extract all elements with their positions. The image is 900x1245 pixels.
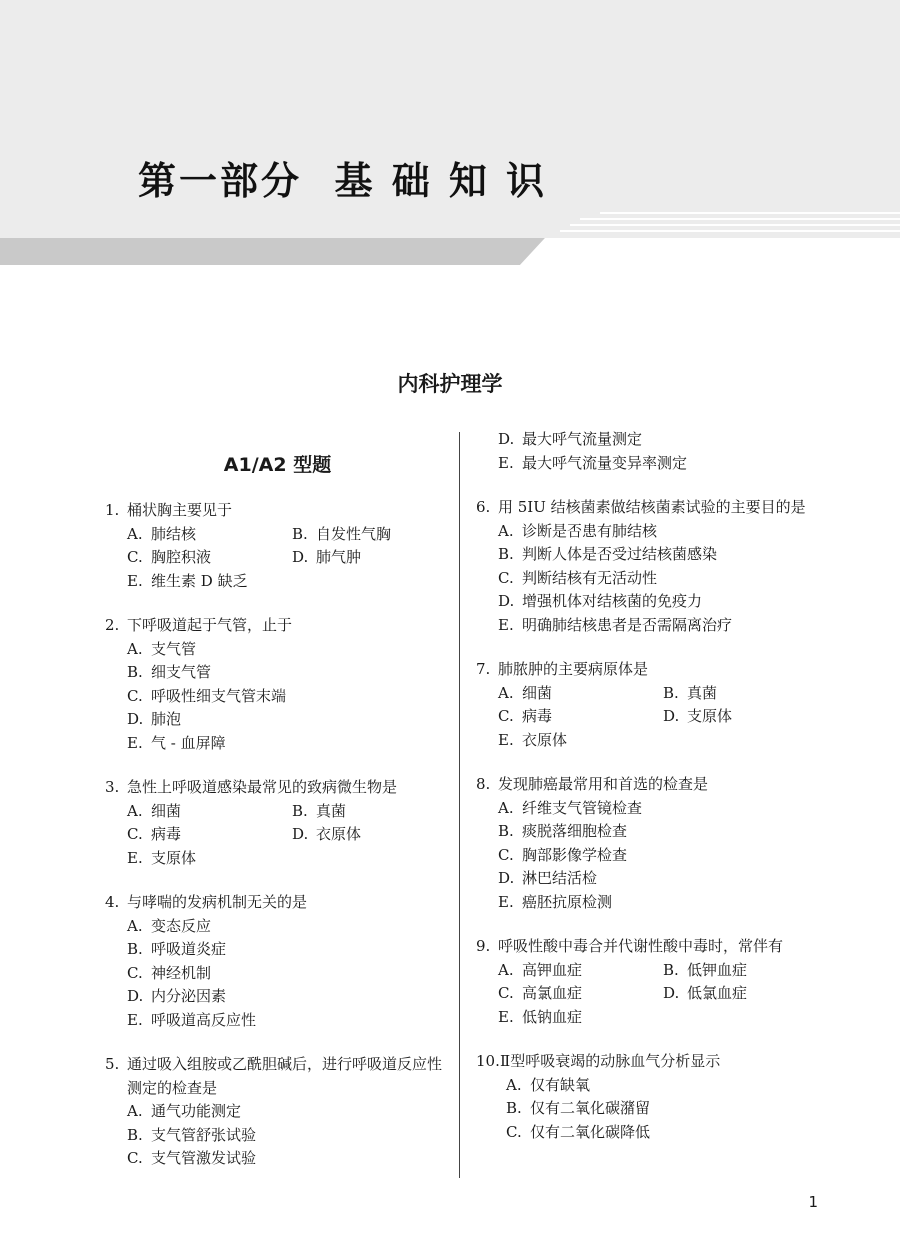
option-text: 衣原体 (316, 825, 362, 843)
option-letter: D. (498, 592, 515, 610)
answer-option (498, 614, 821, 638)
option-text: 支气管舒张试验 (151, 1125, 257, 1144)
option-list (476, 682, 821, 753)
option-text: 淋巴结活检 (522, 869, 598, 887)
option-letter: C. (506, 1122, 522, 1141)
option-letter: C. (127, 686, 143, 705)
question-item (105, 1053, 450, 1171)
question-number: 1. (105, 501, 120, 519)
question-text: 肺脓肿的主要病原体是 (498, 660, 649, 678)
option-letter: A. (498, 683, 514, 702)
option-letter: B. (127, 1125, 143, 1144)
option-letter: C. (498, 707, 514, 725)
option-letter: D. (498, 430, 515, 448)
answer-option (498, 867, 821, 891)
option-text: 纤维支气管镜检查 (522, 798, 643, 817)
question-item (476, 935, 821, 1029)
answer-option (292, 823, 457, 847)
option-text: 最大呼气流量变异率测定 (522, 453, 688, 472)
option-text: 支原体 (687, 707, 733, 725)
option-list (105, 915, 450, 1033)
right-question-list (476, 496, 821, 1144)
option-letter: B. (292, 801, 308, 820)
option-letter: E. (127, 571, 143, 590)
option-text: 增强机体对结核菌的免疫力 (522, 592, 703, 610)
option-letter: B. (127, 663, 143, 681)
question-number: 8. (476, 775, 491, 793)
option-text: 明确肺结核患者是否需隔离治疗 (522, 615, 733, 634)
option-letter: A. (127, 1102, 143, 1120)
answer-option (498, 428, 821, 452)
question-number: 4. (105, 893, 120, 911)
answer-option (498, 567, 821, 591)
option-letter: E. (498, 453, 514, 472)
answer-option (663, 982, 828, 1006)
option-letter: E. (127, 848, 143, 867)
question-text: 呼吸性酸中毒合并代谢性酸中毒时，常伴有 (498, 937, 784, 955)
answer-option (498, 959, 663, 983)
answer-option (292, 546, 457, 570)
question-stem (105, 614, 450, 638)
option-text: 低氯血症 (687, 984, 748, 1002)
answer-option (127, 823, 292, 847)
option-letter: E. (127, 733, 143, 752)
option-text: 胸腔积液 (151, 548, 212, 566)
answer-option (498, 543, 821, 567)
question-item (105, 614, 450, 755)
answer-option (127, 800, 292, 824)
answer-option (498, 891, 821, 915)
option-text: 呼吸性细支气管末端 (151, 686, 287, 705)
question-item (476, 773, 821, 914)
question-text: Ⅱ型呼吸衰竭的动脉血气分析显示 (500, 1052, 721, 1070)
option-text: 判断结核有无活动性 (522, 568, 658, 587)
answer-option (127, 1124, 450, 1148)
option-letter: D. (663, 707, 680, 725)
option-text: 真菌 (687, 683, 718, 702)
option-text: 病毒 (151, 825, 182, 843)
option-letter: A. (498, 960, 514, 979)
answer-option (663, 959, 828, 983)
option-letter: B. (292, 524, 308, 543)
option-text: 痰脱落细胞检查 (522, 822, 628, 840)
option-text: 最大呼气流量测定 (522, 430, 643, 448)
question-text: 下呼吸道起于气管，止于 (127, 616, 293, 634)
option-letter: A. (498, 521, 514, 540)
option-text: 呼吸道炎症 (151, 940, 227, 958)
banner-bottom-strip (0, 238, 900, 265)
option-text: 细菌 (151, 801, 182, 820)
answer-option (127, 962, 450, 986)
question-stem (105, 1053, 450, 1100)
option-letter: B. (663, 683, 679, 702)
option-text: 诊断是否患有肺结核 (522, 521, 658, 540)
answer-option (498, 982, 663, 1006)
answer-option (127, 708, 450, 732)
option-list (476, 1074, 821, 1145)
answer-option (498, 705, 663, 729)
option-text: 肺结核 (151, 524, 197, 543)
option-letter: E. (498, 730, 514, 749)
answer-option (292, 523, 457, 547)
option-letter: B. (663, 960, 679, 979)
column-divider (459, 432, 460, 1178)
question-stem (476, 773, 821, 797)
answer-option (127, 1009, 450, 1033)
option-letter: A. (127, 916, 143, 935)
question-number: 3. (105, 778, 120, 796)
question-item (105, 776, 450, 870)
answer-option (498, 590, 821, 614)
option-text: 癌胚抗原检测 (522, 892, 613, 911)
answer-option (127, 546, 292, 570)
option-text: 低钾血症 (687, 960, 748, 979)
answer-option (127, 1100, 450, 1124)
option-text: 变态反应 (151, 916, 212, 935)
question-stem (105, 776, 450, 800)
option-list (105, 523, 450, 594)
option-letter: D. (292, 825, 309, 843)
answer-option (498, 1006, 663, 1030)
decorative-stripes (560, 210, 900, 236)
option-letter: D. (663, 984, 680, 1002)
option-text: 细菌 (522, 683, 553, 702)
option-letter: D. (292, 548, 309, 566)
answer-option (498, 452, 821, 476)
option-list (476, 520, 821, 638)
option-text: 呼吸道高反应性 (151, 1010, 257, 1029)
answer-option (498, 820, 821, 844)
question-stem (476, 496, 821, 520)
option-list (105, 1100, 450, 1171)
option-letter: C. (498, 845, 514, 864)
answer-option (127, 685, 450, 709)
option-text: 真菌 (316, 801, 347, 820)
answer-option (498, 520, 821, 544)
question-item (476, 658, 821, 752)
part-title: 第一部分 基 础 知 识 (138, 159, 548, 203)
option-text: 病毒 (522, 707, 553, 725)
question-number: 6. (476, 498, 491, 516)
option-text: 高钾血症 (522, 960, 583, 979)
answer-option (127, 1147, 450, 1171)
answer-option (127, 638, 450, 662)
option-letter: A. (127, 639, 143, 658)
option-letter: D. (127, 987, 144, 1005)
answer-option (498, 797, 821, 821)
question-number: 7. (476, 660, 491, 678)
question-item (476, 1050, 821, 1144)
question-number: 9. (476, 937, 491, 955)
option-text: 通气功能测定 (151, 1102, 242, 1120)
option-text: 神经机制 (151, 963, 212, 982)
answer-option (498, 844, 821, 868)
answer-option (127, 570, 292, 594)
option-letter: A. (127, 524, 143, 543)
option-text: 胸部影像学检查 (522, 845, 628, 864)
option-text: 内分泌因素 (151, 987, 227, 1005)
answer-option (127, 847, 292, 871)
option-text: 支气管 (151, 639, 197, 658)
option-letter: E. (127, 1010, 143, 1029)
option-text: 衣原体 (522, 730, 568, 749)
left-column (105, 450, 450, 1192)
answer-option (506, 1074, 821, 1098)
option-text: 自发性气胸 (316, 524, 392, 543)
option-text: 支原体 (151, 848, 197, 867)
option-letter: A. (498, 798, 514, 817)
answer-option (127, 661, 450, 685)
question-text: 发现肺癌最常用和首选的检查是 (498, 775, 709, 793)
option-letter: C. (127, 825, 143, 843)
option-text: 肺泡 (151, 710, 182, 728)
option-letter: E. (498, 892, 514, 911)
option-letter: E. (498, 615, 514, 634)
option-list (476, 959, 821, 1030)
option-text: 气 - 血屏障 (151, 733, 226, 752)
question-stem (105, 499, 450, 523)
question-item (476, 496, 821, 637)
question-text: 通过吸入组胺或乙酰胆碱后，进行呼吸道反应性测定的检查是 (127, 1055, 443, 1097)
option-list (105, 638, 450, 756)
option-text: 仅有二氧化碳潴留 (530, 1099, 651, 1117)
question-stem (476, 1050, 821, 1074)
question-number: 5. (105, 1055, 120, 1073)
option-list (476, 797, 821, 915)
option-letter: C. (127, 1149, 143, 1167)
option-letter: B. (498, 545, 514, 563)
question-number: 10. (476, 1052, 500, 1070)
page-number: 1 (808, 1193, 818, 1211)
answer-option (498, 729, 663, 753)
option-letter: D. (498, 869, 515, 887)
left-question-list (105, 499, 450, 1171)
option-text: 维生素 D 缺乏 (151, 571, 248, 590)
option-letter: B. (498, 822, 514, 840)
continued-options (476, 428, 821, 475)
option-text: 仅有缺氧 (530, 1075, 591, 1094)
option-list (105, 800, 450, 871)
answer-option (292, 800, 457, 824)
option-letter: C. (127, 548, 143, 566)
option-letter: D. (127, 710, 144, 728)
option-letter: C. (127, 963, 143, 982)
option-text: 仅有二氧化碳降低 (530, 1122, 651, 1141)
option-letter: A. (506, 1075, 522, 1094)
option-text: 细支气管 (151, 663, 212, 681)
option-letter: B. (127, 940, 143, 958)
answer-option (498, 682, 663, 706)
question-item (105, 499, 450, 593)
section-heading: A1/A2 型题 (223, 454, 332, 476)
option-letter: A. (127, 801, 143, 820)
question-text: 与哮喘的发病机制无关的是 (127, 893, 308, 911)
answer-option (127, 915, 450, 939)
question-text: 桶状胸主要见于 (127, 501, 233, 519)
option-text: 肺气肿 (316, 548, 362, 566)
question-item (105, 891, 450, 1032)
answer-option (127, 985, 450, 1009)
option-text: 判断人体是否受过结核菌感染 (522, 545, 718, 563)
option-text: 高氯血症 (522, 984, 583, 1002)
question-stem (476, 935, 821, 959)
option-letter: E. (498, 1007, 514, 1026)
answer-option (127, 523, 292, 547)
question-text: 用 5IU 结核菌素做结核菌素试验的主要目的是 (498, 498, 806, 516)
question-stem (105, 891, 450, 915)
question-number: 2. (105, 616, 120, 634)
option-text: 支气管激发试验 (151, 1149, 257, 1167)
answer-option (663, 705, 828, 729)
option-letter: B. (506, 1099, 522, 1117)
option-letter: C. (498, 568, 514, 587)
answer-option (663, 682, 828, 706)
answer-option (506, 1121, 821, 1145)
question-text: 急性上呼吸道感染最常见的致病微生物是 (127, 778, 398, 796)
option-text: 低钠血症 (522, 1007, 583, 1026)
option-letter: C. (498, 984, 514, 1002)
subject-title: 内科护理学 (397, 372, 503, 396)
answer-option (506, 1097, 821, 1121)
answer-option (127, 732, 450, 756)
right-column (476, 428, 821, 1165)
answer-option (127, 938, 450, 962)
question-stem (476, 658, 821, 682)
